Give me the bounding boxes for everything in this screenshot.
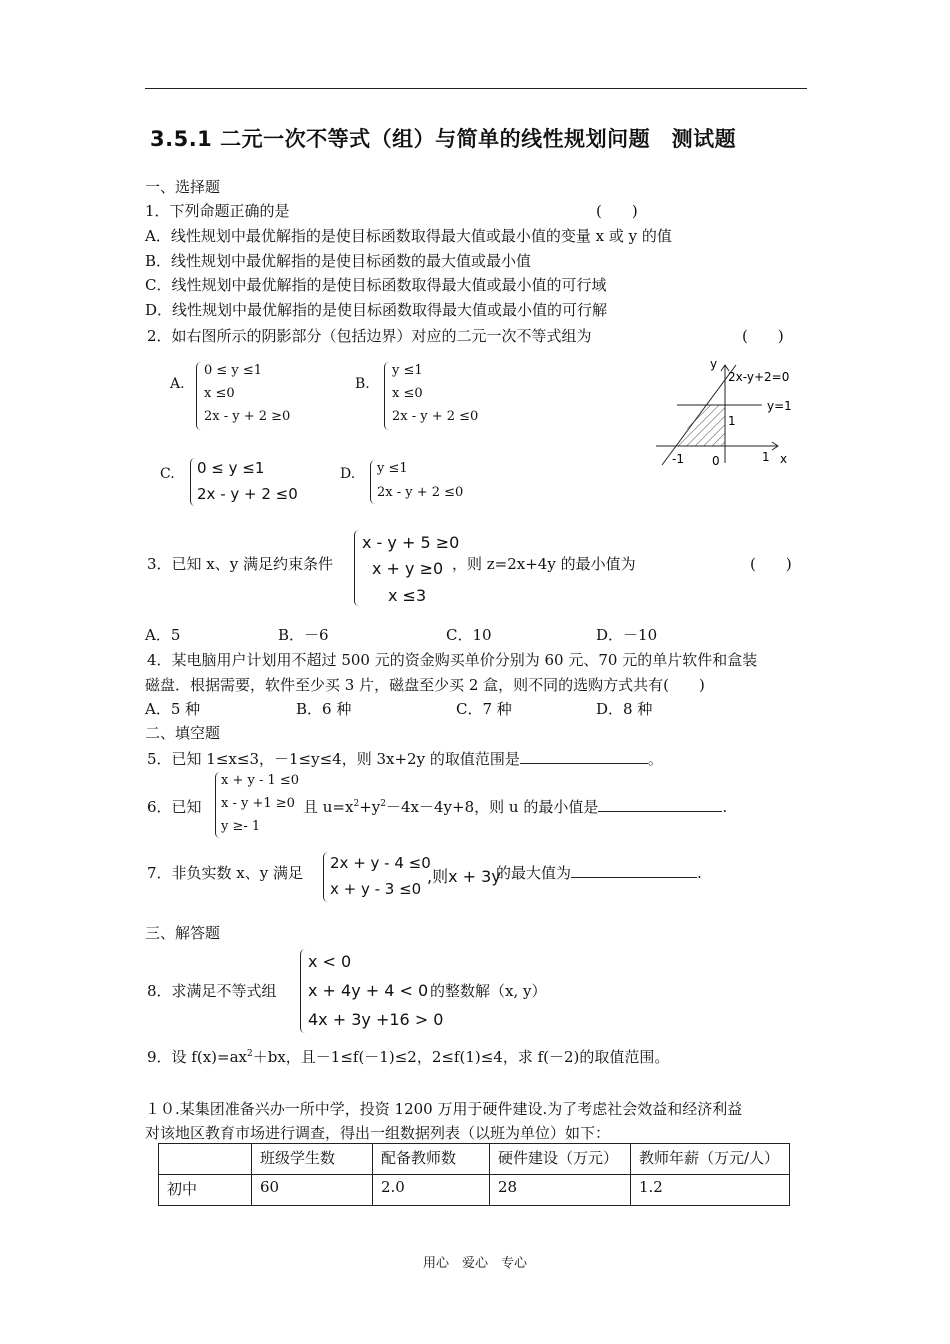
q9-sup: 2 (247, 1049, 253, 1059)
q4-line2: 磁盘．根据需要，软件至少买 3 片，磁盘至少买 2 盒，则不同的选购方式共有( ) (145, 676, 705, 694)
q8-pre: 8．求满足不等式组 (147, 982, 277, 1000)
q6-post-b: +y (359, 798, 381, 816)
q2-option-a-label: A. (170, 376, 185, 392)
table-header-cell: 配备教师数 (373, 1144, 490, 1175)
table-header-cell: 班级学生数 (252, 1144, 373, 1175)
shaded-region (676, 405, 725, 446)
q6-cond1: x + y - 1 ≤0 (221, 773, 300, 788)
q7-answer-blank[interactable] (571, 863, 697, 878)
q8-post: 的整数解（x, y） (430, 982, 547, 1000)
q2-stem: 2．如右图所示的阴影部分（包括边界）对应的二元一次不等式组为 (147, 327, 592, 345)
q6-post-c: －4x－4y+8，则 u 的最小值是 (385, 798, 599, 816)
table-cell: 2.0 (373, 1175, 490, 1206)
table-header-cell: 硬件建设（万元） (490, 1144, 631, 1175)
q4-option-d: D．8 种 (596, 700, 653, 718)
header-rule (145, 88, 807, 89)
q5-line (147, 748, 663, 769)
q3-option-b: B．－6 (278, 626, 329, 644)
q6-brace (215, 772, 220, 838)
table-header-cell: 教师年薪（万元/人） (631, 1144, 790, 1175)
q5-end: 。 (647, 750, 663, 768)
q9-b: ＋bx，且－1≤f(－1)≤2，2≤f(1)≤4，求 f(－2)的取值范围。 (252, 1048, 670, 1066)
q6-post (303, 796, 727, 817)
q8-cond2: x + 4y + 4 < 0 (308, 981, 429, 1000)
q6-sup1: 2 (353, 799, 360, 809)
q1-option-a: A．线性规划中最优解指的是使目标函数取得最大值或最小值的变量 x 或 y 的值 (145, 227, 672, 245)
q10-data-table (158, 1143, 790, 1206)
q2-c-brace (190, 458, 195, 506)
q2-option-d-label: D. (340, 466, 356, 482)
q1-option-b: B．线性规划中最优解指的是使目标函数的最大值或最小值 (145, 252, 532, 270)
q8-cond3: 4x + 3y +16 > 0 (308, 1010, 444, 1029)
q3-cond3: x ≤3 (388, 586, 427, 605)
q2-d-brace (370, 460, 375, 504)
page-footer: 用心 爱心 专心 (422, 1256, 527, 1271)
q2-c-ineq1: 0 ≤ y ≤1 (197, 459, 265, 477)
q7-pre: 7．非负实数 x、y 满足 (147, 864, 304, 882)
q6-post-a: 且 u=x (303, 798, 354, 816)
q10-line2: 对该地区教育市场进行调查，得出一组数据列表（以班为单位）如下： (145, 1124, 611, 1142)
q3-brace (354, 530, 359, 606)
q2-a-ineq2: x ≤0 (204, 386, 235, 401)
q3-option-d: D．－10 (596, 626, 658, 644)
q7-mid: ,则x + 3y (427, 867, 501, 886)
q3-answer-paren: ( ) (750, 555, 792, 573)
q4-option-a: A．5 种 (145, 700, 201, 718)
q7-brace (323, 852, 328, 902)
q3-cond1: x - y + 5 ≥0 (362, 533, 460, 552)
fig-line-label: 2x-y+2=0 (728, 370, 790, 384)
q6-cond2: x - y +1 ≥0 (221, 796, 295, 811)
table-header-row (159, 1144, 790, 1175)
q6-answer-blank[interactable] (598, 797, 722, 812)
table-cell: 28 (490, 1175, 631, 1206)
q6-sup2: 2 (380, 799, 386, 809)
q2-option-c-label: C. (160, 466, 175, 482)
table-cell: 1.2 (631, 1175, 790, 1206)
q2-a-brace (196, 362, 201, 430)
q4-option-b: B．6 种 (296, 700, 352, 718)
q2-d-ineq2: 2x - y + 2 ≤0 (377, 485, 464, 500)
q1-option-c: C．线性规划中最优解指的是使目标函数取得最大值或最小值的可行域 (145, 276, 607, 294)
q6-end: . (722, 798, 728, 816)
q7-cond2: x + y - 3 ≤0 (330, 880, 422, 898)
table-cell: 60 (252, 1175, 373, 1206)
q3-cond2: x + y ≥0 (372, 559, 444, 578)
q3-stem-pre: 3．已知 x、y 满足约束条件 (147, 555, 334, 573)
section-choice: 一、选择题 (145, 178, 221, 196)
q5-answer-blank[interactable] (520, 749, 648, 764)
fig-tick-0: 0 (712, 454, 720, 468)
q2-d-ineq1: y ≤1 (377, 461, 408, 476)
q7-post-line (496, 862, 702, 883)
q2-a-ineq3: 2x - y + 2 ≥0 (204, 409, 291, 424)
q2-answer-paren: ( ) (742, 327, 784, 345)
q3-option-c: C．10 (446, 626, 492, 644)
q9-a: 9．设 f(x)=ax (147, 1048, 247, 1066)
fig-tick-y1: 1 (728, 414, 736, 428)
q6-pre: 6．已知 (147, 798, 202, 816)
q8-brace (300, 949, 305, 1033)
q7-end: . (697, 864, 702, 882)
q2-b-ineq1: y ≤1 (392, 363, 423, 378)
q1-option-d: D．线性规划中最优解指的是使目标函数取得最大值或最小值的可行解 (145, 301, 608, 319)
q2-b-ineq3: 2x - y + 2 ≤0 (392, 409, 479, 424)
section-fill-in: 二、填空题 (145, 724, 221, 742)
fig-tick-neg1: -1 (672, 452, 684, 466)
section-answer: 三、解答题 (145, 924, 221, 942)
q9-line (147, 1046, 669, 1067)
q3-option-a: A．5 (145, 626, 181, 644)
q3-stem-post: ，则 z=2x+4y 的最小值为 (452, 555, 636, 573)
q2-shaded-region-figure (650, 355, 800, 470)
q7-post: 的最大值为 (496, 864, 572, 882)
fig-tick-1: 1 (762, 450, 770, 464)
q1-stem: 1．下列命题正确的是 (145, 202, 290, 220)
q5-text: 5．已知 1≤x≤3，－1≤y≤4，则 3x+2y 的取值范围是 (147, 750, 520, 768)
q4-line1: 4．某电脑用户计划用不超过 500 元的资金购买单价分别为 60 元、70 元的单片软件和盒装 (147, 651, 758, 669)
q2-a-ineq1: 0 ≤ y ≤1 (204, 363, 263, 378)
table-cell: 初中 (159, 1175, 252, 1206)
table-header-cell (159, 1144, 252, 1175)
q6-cond3: y ≥- 1 (221, 819, 261, 834)
q2-option-b-label: B. (355, 376, 370, 392)
q4-option-c: C．7 种 (456, 700, 512, 718)
fig-x-label: x (780, 452, 788, 466)
fig-y-label: y (710, 357, 718, 371)
q2-c-ineq2: 2x - y + 2 ≤0 (197, 485, 298, 503)
table-row (159, 1175, 790, 1206)
q1-answer-paren: ( ) (596, 202, 638, 220)
q7-cond1: 2x + y - 4 ≤0 (330, 854, 431, 872)
q2-b-brace (384, 362, 389, 430)
q8-cond1: x < 0 (308, 952, 352, 971)
q10-line1: １０.某集团准备兴办一所中学，投资 1200 万用于硬件建设.为了考虑社会效益和经济利益 (145, 1100, 743, 1118)
q2-b-ineq2: x ≤0 (392, 386, 423, 401)
fig-y1-label: y=1 (767, 399, 792, 413)
page-title: 3.5.1 二元一次不等式（组）与简单的线性规划问题 测试题 (150, 127, 737, 151)
